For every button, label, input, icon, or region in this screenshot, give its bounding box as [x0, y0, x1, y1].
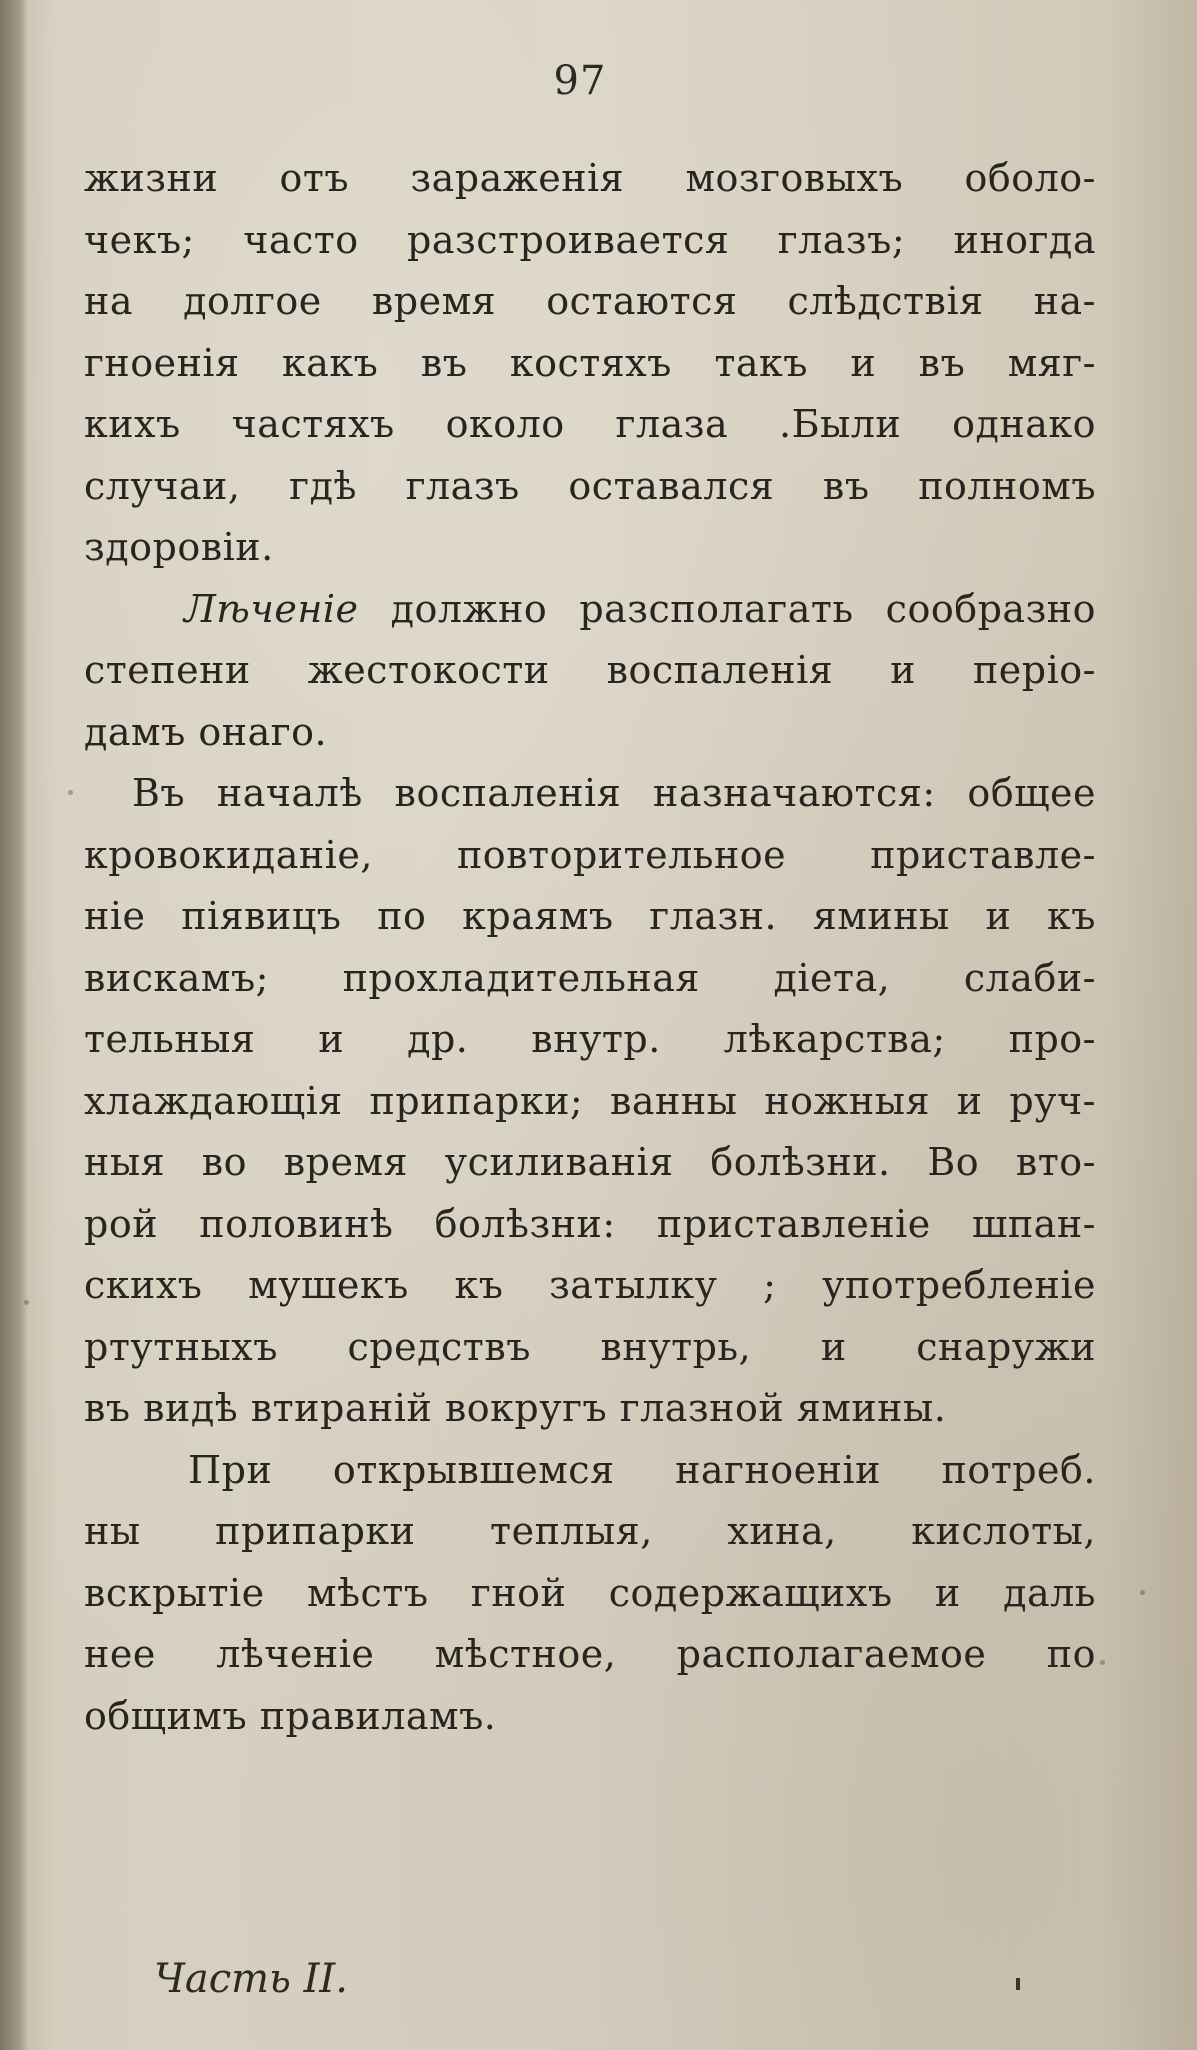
paper-speck [24, 1300, 29, 1305]
text-line [84, 579, 1096, 641]
text-line: жизни отъ зараженія мозговыхъ оболо- [84, 156, 1096, 200]
text-line: кихъ частяхъ около глаза .Были однако [84, 402, 1096, 446]
text-line: въ видѣ втираній вокругъ глазной ямины. [84, 1386, 947, 1430]
text-line: на долгое время остаются слѣдствія на- [84, 279, 1096, 323]
paragraph-1 [84, 148, 1096, 579]
text-line: дамъ онаго. [84, 709, 328, 754]
text-line: случаи, гдѣ глазъ оставался въ полномъ [84, 463, 1096, 508]
text-line: общимъ правиламъ. [84, 1693, 497, 1738]
print-mark [1016, 1978, 1020, 1990]
paragraph-2 [84, 579, 1096, 764]
text-line: вискамъ; прохладительная діета, слаби- [84, 955, 1096, 1000]
paper-speck [68, 790, 73, 795]
text-line: ныя во время усиливанія болѣзни. Во вто- [84, 1140, 1096, 1184]
italic-term: Лѣченіе [184, 586, 359, 631]
text-line: тельныя и др. внутр. лѣкарства; про- [84, 1017, 1096, 1061]
text-line: Въ началѣ воспаленія назначаются: общее [132, 771, 1096, 815]
signature-mark: Часть II. [154, 1956, 348, 2002]
paragraph-4 [84, 1440, 1096, 1748]
page-number: 97 [553, 58, 607, 104]
text-line: хлаждающія припарки; ванны ножныя и руч- [84, 1078, 1096, 1123]
page-binding-edge [0, 0, 28, 2050]
text-line: кровокиданіе, повторительное приставле- [84, 832, 1096, 877]
text-line: ніе піявицъ по краямъ глазн. ямины и къ [84, 894, 1096, 938]
text-line: ны припарки теплыя, хина, кислоты, [84, 1509, 1096, 1553]
paper-speck [1100, 1660, 1105, 1665]
text-line-rest: должно разсполагать сообразно [358, 586, 1096, 631]
text-line: ртутныхъ средствъ внутрь, и снаружи [84, 1324, 1096, 1369]
body-text [84, 148, 1096, 1747]
text-line: скихъ мушекъ къ затылку ; употребленіе [84, 1263, 1096, 1307]
text-line: чекъ; часто разстроивается глазъ; иногда [84, 217, 1096, 262]
paragraph-3 [84, 763, 1096, 1440]
text-line: гноенія какъ въ костяхъ такъ и въ мяг- [84, 340, 1096, 385]
text-line: вскрытіе мѣстъ гной содержащихъ и даль [84, 1570, 1096, 1615]
text-line: степени жестокости воспаленія и періо- [84, 648, 1096, 692]
text-line: здоровіи. [84, 525, 274, 569]
paper-speck [1140, 1590, 1145, 1595]
text-line: При открывшемся нагноеніи потреб. [188, 1447, 1096, 1492]
text-line: рой половинѣ болѣзни: приставленіе шпан- [84, 1201, 1096, 1246]
text-line: нее лѣченіе мѣстное, располагаемое по [84, 1632, 1096, 1676]
